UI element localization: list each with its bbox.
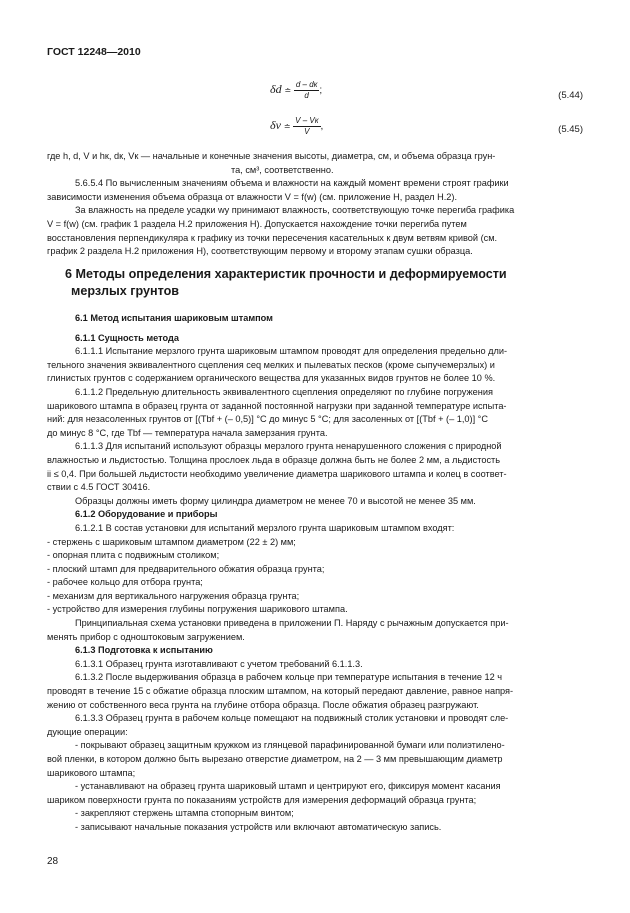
list-item: - опорная плита с подвижным столиком; xyxy=(47,550,220,561)
list-item: - плоский штамп для предварительного обжатия образца грунта; xyxy=(47,563,325,574)
paragraph-line: тельного значения эквивалентного сцепления ceq мелких и пылеватых песков (кроме сыпучемерзлых) и xyxy=(47,359,495,370)
paragraph-line: влажностью и льдистостью. Толщина прослоек льда в образце должна быть не более 2 мм, а льдистость xyxy=(47,454,501,465)
fraction-numerator: V – Vк xyxy=(295,116,319,125)
where-line: где h, d, V и hк, dк, Vк — начальные и конечные значения высоты, диаметра, см, и объема образца грун- xyxy=(47,151,496,161)
subsection-heading: 6.1 Метод испытания шариковым штампом xyxy=(75,313,273,323)
equation-fraction xyxy=(293,116,320,137)
paragraph-line: За влажность на пределе усадки wy принимают влажность, соответствующую точке перегиба графика xyxy=(75,205,515,216)
equation-number: (5.44) xyxy=(558,90,583,101)
paragraph-line: Образцы должны иметь форму цилиндра диаметром не менее 70 и высотой не менее 35 мм. xyxy=(75,495,476,506)
paragraph-line: 6.1.1.2 Предельную длительность эквивалентного сцепления определяют по глубине погружения xyxy=(75,386,493,397)
paragraph-line: V = f(w) (см. график 1 раздела Н.2 приложения Н). Допускается нахождение точки перегиба путем xyxy=(47,218,467,229)
paragraph-line: 5.6.5.4 По вычисленным значениям объема и влажности на каждый момент времени строят графики xyxy=(75,178,509,189)
paragraph-line: до минус 8 °С, где Tbf — температура начала замерзания грунта. xyxy=(47,427,328,438)
equation-fraction xyxy=(294,80,323,101)
where-line: та, см³, соответственно. xyxy=(231,164,334,175)
list-item: - рабочее кольцо для отбора грунта; xyxy=(47,577,203,588)
equation-lhs: δv xyxy=(270,118,281,133)
paragraph-line: ствии с 4.5 ГОСТ 30416. xyxy=(47,482,151,493)
list-item: - стержень с шариковым штампом диаметром (22 ± 2) мм; xyxy=(47,536,296,547)
equation-tail: , xyxy=(320,121,324,133)
equation-sign: ≐ xyxy=(284,86,292,96)
list-item: - устройство для измерения глубины погружения шарикового штампа. xyxy=(47,604,348,615)
subsection-heading: 6.1.2 Оборудование и приборы xyxy=(75,509,218,520)
paragraph-line: восстановления перпендикуляра к графику из точки пересечения касательных к двум ветвям кривой (см. xyxy=(47,232,498,243)
equation-number: (5.45) xyxy=(558,124,583,135)
paragraph-line: 6.1.3.3 Образец грунта в рабочем кольце помещают на подвижный столик установки и проводят сле- xyxy=(75,713,509,724)
paragraph-line: ii ≤ 0,4. При большей льдистости необходимо увеличение диаметра шарикового штампа и колец в соответ- xyxy=(47,468,507,479)
fraction-denominator: V xyxy=(304,127,310,136)
text-block-main xyxy=(47,312,583,835)
equation-tail: ; xyxy=(319,85,323,97)
heading-line: мерзлых грунтов xyxy=(71,284,180,298)
standard-header: ГОСТ 12248—2010 xyxy=(47,46,141,58)
list-item: - покрывают образец защитным кружком из глянцевой парафинированной бумаги или полиэтилено- xyxy=(75,740,505,751)
list-item: вой пленки, в котором должно быть вырезано отверстие диаметром, на 2 — 3 мм превышающим диаметр xyxy=(47,754,503,764)
subsection-heading: 6.1.1 Сущность метода xyxy=(75,332,179,343)
equation-lhs: δd xyxy=(270,82,282,97)
equation-5-44 xyxy=(270,80,322,101)
fraction-numerator: d – dк xyxy=(295,80,318,89)
equation-sign: ≐ xyxy=(283,122,291,132)
subsection-heading: 6.1.3 Подготовка к испытанию xyxy=(75,645,213,656)
paragraph-line: дующие операции: xyxy=(47,726,128,737)
paragraph-line: 6.1.3.2 После выдерживания образца в рабочем кольце при температуре испытания в течение 12 ч xyxy=(75,672,503,683)
page-number: 28 xyxy=(47,856,59,867)
list-item: шариком поверхности грунта по показаниям устройств для измерения деформаций образца грунта; xyxy=(47,794,477,805)
paragraph-line: график 2 раздела Н.2 приложения Н), соответствующим первому и второму этапам сушки образца. xyxy=(47,246,473,257)
list-item: - закрепляют стержень штампа стопорным винтом; xyxy=(75,808,294,819)
paragraph-line: менять прибор с одноштоковым загружением. xyxy=(47,631,245,642)
paragraph-line: 6.1.1.1 Испытание мерзлого грунта шариковым штампом проводят для определения предельно дли- xyxy=(75,346,508,357)
paragraph-line: проводят в течение 15 с обжатие образца плоским штампом, на который передают давление, равное напря- xyxy=(47,686,514,697)
text-block-top xyxy=(47,150,583,259)
heading-line: 6 Методы определения характеристик прочности и деформируемости xyxy=(65,267,507,281)
section-heading xyxy=(65,266,545,300)
paragraph-line: 6.1.1.3 Для испытаний используют образцы мерзлого грунта ненарушенного сложения с природной xyxy=(75,441,502,452)
paragraph-line: шарикового штампа в образец грунта от заданной постоянной нагрузки при заданной температуре испыта- xyxy=(47,400,507,411)
paragraph-line: жению от собственного веса грунта на глубине отбора образца. После обжатия образец разгружают. xyxy=(47,699,479,710)
list-item: - механизм для вертикального нагружения образца грунта; xyxy=(47,590,300,601)
paragraph-line: Принципиальная схема установки приведена в приложении П. Наряду с рычажным допускается при- xyxy=(75,618,509,629)
fraction-denominator: d xyxy=(304,91,309,100)
paragraph-line: ний: для незасоленных грунтов от [(Tbf + (– 0,5)] °С до минус 5 °С; для засоленных от [(Tbf + (– 1,0)] °С xyxy=(47,414,488,425)
list-item: шарикового штампа; xyxy=(47,767,136,778)
paragraph-line: 6.1.3.1 Образец грунта изготавливают с учетом требований 6.1.1.3. xyxy=(75,658,363,669)
list-item: - записывают начальные показания устройств или включают автоматическую запись. xyxy=(75,821,442,832)
equation-5-45 xyxy=(270,116,323,137)
paragraph-line: зависимости изменения объема образца от влажности V = f(w) (см. приложение Н, раздел Н.2). xyxy=(47,191,458,202)
paragraph-line: 6.1.2.1 В состав установки для испытаний мерзлого грунта шариковым штампом входят: xyxy=(75,522,455,533)
paragraph-line: глинистых грунтов с содержанием органического вещества для указанных видов грунтов не более 10 %. xyxy=(47,373,496,384)
list-item: - устанавливают на образец грунта шариковый штамп и центрируют его, фиксируя момент касания xyxy=(75,781,501,792)
